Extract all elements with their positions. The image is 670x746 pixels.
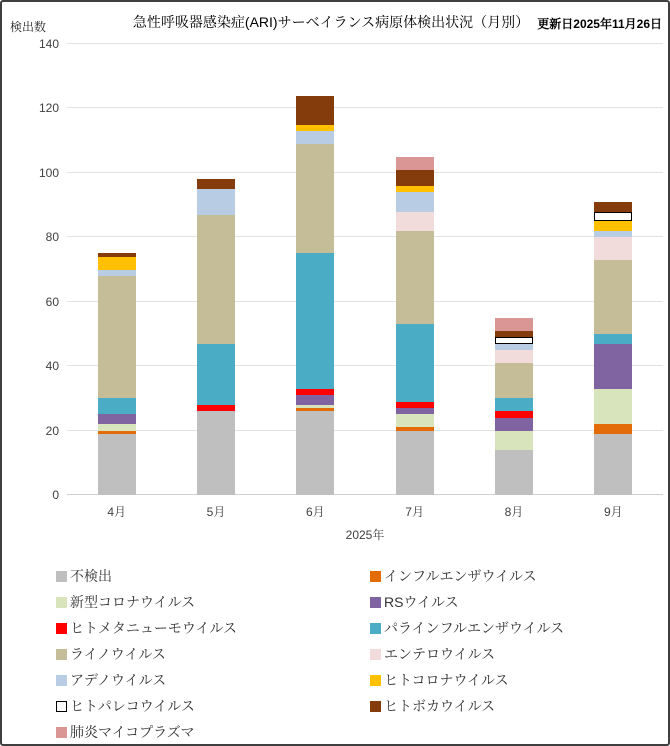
legend-item	[56, 667, 370, 693]
legend-swatch-icon	[370, 649, 381, 660]
y-tick-label: 120	[38, 101, 59, 116]
y-tick-label: 40	[45, 359, 59, 374]
bar-segment	[396, 231, 434, 324]
bar-segment	[495, 318, 533, 331]
y-tick-label: 100	[38, 165, 59, 180]
stacked-bar	[594, 202, 632, 495]
x-tick-label: 7月	[405, 505, 424, 519]
bar-segment	[396, 157, 434, 170]
bar-column-8月	[464, 44, 563, 495]
legend-label: 不検出	[70, 568, 112, 584]
bar-segment	[197, 189, 235, 215]
stacked-bar	[495, 318, 533, 495]
x-tick-label: 9月	[603, 505, 623, 519]
plot-area	[67, 44, 663, 495]
bar-segment	[98, 257, 136, 270]
bar-segment	[495, 398, 533, 411]
bar-segment	[197, 344, 235, 405]
legend-item	[370, 693, 656, 719]
stacked-bar	[396, 157, 434, 495]
bar-segment	[594, 237, 632, 260]
stacked-bar	[197, 179, 235, 495]
bar-segment	[396, 324, 434, 401]
x-axis-year-label: 2025年	[345, 528, 385, 542]
legend-label: 肺炎マイコプラズマ	[70, 724, 195, 740]
bar-segment	[594, 344, 632, 389]
legend-swatch-icon	[370, 701, 381, 712]
y-tick-label: 80	[45, 230, 59, 245]
legend-swatch-icon	[56, 727, 67, 738]
bar-segment	[197, 215, 235, 344]
legend-label: インフルエンザウイルス	[384, 568, 537, 584]
bar-segment	[495, 350, 533, 363]
bar-column-9月	[564, 44, 663, 495]
bar-segment	[98, 434, 136, 495]
legend-label: RSウイルス	[384, 594, 459, 610]
bar-segment	[594, 424, 632, 434]
legend-label: ヒトコロナウイルス	[384, 672, 509, 688]
legend-swatch-icon	[56, 701, 67, 712]
bar-segment	[495, 431, 533, 450]
legend-label: ヒトボカウイルス	[384, 698, 496, 714]
bar-column-6月	[266, 44, 365, 495]
legend-item	[370, 563, 656, 589]
bar-segment	[98, 398, 136, 414]
y-tick-label: 140	[38, 37, 59, 51]
legend-item	[370, 615, 656, 641]
bar-column-5月	[166, 44, 265, 495]
bar-segment	[296, 131, 334, 144]
legend-item	[370, 641, 656, 667]
legend-label: ヒトパレコウイルス	[70, 698, 195, 714]
legend-item	[56, 719, 370, 745]
bar-segment	[594, 212, 632, 222]
legend-label: ライノウイルス	[70, 646, 166, 662]
legend-swatch-icon	[56, 597, 67, 608]
bar-segment	[98, 414, 136, 424]
x-tick-label: 5月	[206, 505, 226, 519]
bar-segment	[396, 170, 434, 186]
legend-swatch-icon	[56, 571, 67, 582]
legend-item	[370, 589, 656, 615]
legend-item	[56, 563, 370, 589]
legend-swatch-icon	[370, 571, 381, 582]
legend-item	[56, 641, 370, 667]
legend-item	[56, 615, 370, 641]
bar-segment	[594, 434, 632, 495]
legend-item	[56, 693, 370, 719]
x-tick-label: 8月	[504, 505, 524, 519]
legend-swatch-icon	[370, 597, 381, 608]
y-axis-unit-label: 検出数	[10, 20, 47, 34]
legend-label: パラインフルエンザウイルス	[384, 620, 565, 636]
legend-label: エンテロウイルス	[384, 646, 496, 662]
bar-segment	[396, 212, 434, 231]
bar-segment	[495, 418, 533, 431]
bar-segment	[594, 260, 632, 334]
bar-column-7月	[365, 44, 464, 495]
legend-swatch-icon	[370, 623, 381, 634]
bar-segment	[396, 192, 434, 211]
x-tick-label: 6月	[305, 505, 325, 519]
x-axis-ticks	[67, 503, 663, 520]
bar-segment	[396, 431, 434, 495]
y-tick-label: 0	[52, 488, 59, 502]
bar-segment	[594, 221, 632, 231]
legend-item	[56, 589, 370, 615]
legend-swatch-icon	[56, 675, 67, 686]
bar-segment	[296, 395, 334, 405]
bar-segment	[396, 414, 434, 427]
stacked-bar	[296, 96, 334, 495]
legend-swatch-icon	[370, 675, 381, 686]
bar-segment	[296, 411, 334, 495]
bar-segment	[495, 450, 533, 495]
bar-segment	[296, 144, 334, 254]
bar-segment	[594, 202, 632, 212]
bar-segment	[296, 253, 334, 388]
legend-label: ヒトメタニューモウイルス	[70, 620, 238, 636]
legend	[56, 563, 656, 745]
y-tick-label: 60	[45, 294, 59, 309]
update-date-label: 更新日2025年11月26日	[537, 17, 662, 31]
bar-segment	[296, 96, 334, 125]
y-tick-label: 20	[45, 423, 59, 438]
bar-column-4月	[67, 44, 166, 495]
legend-label: 新型コロナウイルス	[70, 594, 196, 610]
legend-swatch-icon	[56, 649, 67, 660]
legend-item	[370, 667, 656, 693]
legend-label: アデノウイルス	[70, 672, 167, 688]
legend-swatch-icon	[56, 623, 67, 634]
stacked-bar	[98, 253, 136, 495]
bar-segment	[98, 276, 136, 398]
bar-segment	[594, 334, 632, 344]
x-tick-label: 4月	[107, 505, 126, 519]
bar-segment	[495, 363, 533, 398]
bar-segment	[197, 411, 235, 495]
chart-title: 急性呼吸器感染症(ARI)サーベイランス病原体検出状況（月別）	[132, 14, 530, 30]
bar-segment	[197, 179, 235, 189]
bar-segment	[594, 389, 632, 424]
